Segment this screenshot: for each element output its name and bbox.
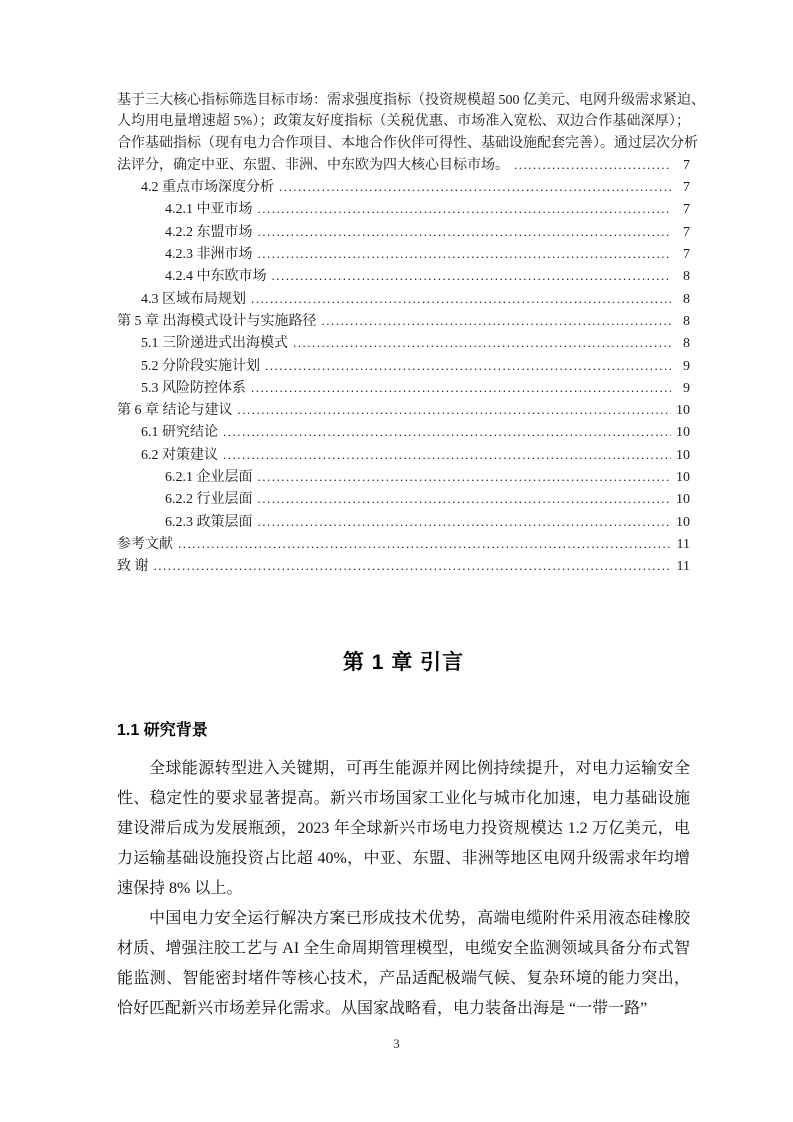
toc-page-number: 10: [676, 447, 690, 463]
toc-wrapped-last-line: [117, 154, 690, 176]
toc-entry-label: 第 6 章 结论与建议: [117, 403, 233, 419]
dot-leader: [279, 176, 671, 198]
toc-entry[interactable]: [117, 243, 690, 265]
dot-leader: [223, 444, 671, 466]
toc-entry-label: 4.2.1 中亚市场: [165, 202, 253, 218]
toc-page-number: 10: [676, 470, 690, 486]
footer-page-number: 3: [393, 1036, 400, 1051]
toc-entry-label: 4.2.3 非洲市场: [165, 247, 253, 263]
toc-page-number: 7: [683, 224, 690, 240]
toc-entry[interactable]: [117, 488, 690, 510]
toc-entry-label: 6.2.3 政策层面: [165, 514, 253, 530]
toc-entry[interactable]: [117, 444, 690, 466]
toc-entry[interactable]: [117, 533, 690, 555]
toc-entry-label: 6.2.1 企业层面: [165, 470, 253, 486]
toc-wrapped-line: 基于三大核心指标筛选目标市场：需求强度指标（投资规模超 500 亿美元、电网升级需求紧迫、: [117, 93, 705, 108]
toc-entry-label: 6.1 研究结论: [141, 425, 218, 441]
toc-entry-label: 参考文献: [117, 536, 173, 552]
chapter-heading: 第 1 章 引言: [342, 651, 465, 674]
dot-leader: [258, 488, 672, 510]
toc-page-number: 7: [683, 202, 690, 218]
dot-leader: [258, 198, 672, 220]
toc-entry-label: 致 谢: [117, 559, 149, 575]
toc-entry-label: 6.2.2 行业层面: [165, 492, 253, 508]
toc-page-number: 9: [683, 380, 690, 396]
toc-entry-label: 4.3 区域布局规划: [141, 291, 246, 307]
dot-leader: [265, 355, 671, 377]
toc-page-number: 7: [683, 180, 690, 196]
toc-entry-label: 6.2 对策建议: [141, 447, 218, 463]
toc-entry-label: 第 5 章 出海模式设计与实施路径: [117, 313, 317, 329]
toc-entry[interactable]: [117, 399, 690, 421]
dot-leader: [258, 221, 672, 243]
toc-page-number: 10: [676, 492, 690, 508]
toc-entry-label: 法评分，确定中亚、东盟、非洲、中东欧为四大核心目标市场。: [117, 157, 509, 173]
toc-entry[interactable]: [117, 332, 690, 354]
dot-leader: [258, 243, 672, 265]
toc-entry[interactable]: [117, 466, 690, 488]
table-of-contents: [117, 90, 705, 578]
dot-leader: [251, 288, 671, 310]
body-text: [117, 754, 690, 1024]
toc-entry[interactable]: [117, 265, 690, 287]
dot-leader: [258, 511, 672, 533]
toc-entry-label: 5.2 分阶段实施计划: [141, 358, 260, 374]
dot-leader: [238, 399, 672, 421]
dot-leader: [154, 555, 672, 577]
toc-entry[interactable]: [117, 555, 690, 577]
toc-entry-label: 5.3 风险防控体系: [141, 380, 246, 396]
toc-entry[interactable]: [117, 511, 690, 533]
toc-page-number: 11: [676, 536, 690, 552]
dot-leader: [322, 310, 672, 332]
toc-page-number: 11: [676, 559, 690, 575]
toc-page-number: 10: [676, 403, 690, 419]
toc-entry[interactable]: [117, 355, 690, 377]
body-paragraph: 全球能源转型进入关键期，可再生能源并网比例持续提升，对电力运输安全性、稳定性的要求显著提高。新兴市场国家工业化与城市化加速，电力基础设施建设滞后成为发展瓶颈，2023 年全球新兴市场电力投资规模达 1.2 万亿美元，电力运输基础设施投资占比超 40%，中亚、东盟、非洲等地区电网升级需求年均增速保持 8% 以上。: [117, 760, 690, 897]
toc-page-number: 7: [683, 157, 690, 173]
dot-leader: [178, 533, 671, 555]
toc-entry[interactable]: [117, 221, 690, 243]
dot-leader: [272, 265, 672, 287]
toc-entry[interactable]: [117, 198, 690, 220]
toc-entry[interactable]: [117, 421, 690, 443]
toc-page-number: 8: [683, 291, 690, 307]
toc-entry[interactable]: [117, 377, 690, 399]
dot-leader: [251, 377, 671, 399]
toc-wrapped-line: 合作基础指标（现有电力合作项目、本地合作伙伴可得性、基础设施配套完善）。通过层次分析: [117, 135, 698, 151]
toc-entry-label: 4.2 重点市场深度分析: [141, 180, 274, 196]
toc-page-number: 10: [676, 514, 690, 530]
toc-entry-label: 5.1 三阶递进式出海模式: [141, 336, 288, 352]
toc-entry-wrapped[interactable]: [117, 90, 705, 176]
toc-page-number: 10: [676, 425, 690, 441]
toc-page-number: 7: [683, 247, 690, 263]
toc-entry[interactable]: [117, 310, 690, 332]
toc-page-number: 8: [683, 336, 690, 352]
toc-wrapped-line: 人均用电量增速超 5%）；政策友好度指标（关税优惠、市场准入宽松、双边合作基础深厚）；: [117, 114, 690, 130]
dot-leader: [514, 154, 671, 176]
section-heading: 1.1 研究背景: [117, 722, 208, 739]
toc-entry[interactable]: [117, 176, 690, 198]
toc-page-number: 8: [683, 313, 690, 329]
toc-page-number: 8: [683, 269, 690, 285]
toc-page-number: 9: [683, 358, 690, 374]
body-paragraph: 中国电力安全运行解决方案已形成技术优势，高端电缆附件采用液态硅橡胶材质、增强注胶工艺与 AI 全生命周期管理模型，电缆安全监测领域具备分布式智能监测、智能密封堵件等核心技术，产品适配极端气候、复杂环境的能力突出，恰好匹配新兴市场差异化需求。从国家战略看，电力装备出海是 “一带一路”: [117, 910, 690, 1017]
toc-entry[interactable]: [117, 288, 690, 310]
dot-leader: [223, 421, 671, 443]
toc-entry-label: 4.2.2 东盟市场: [165, 224, 253, 240]
dot-leader: [258, 466, 672, 488]
dot-leader: [293, 332, 671, 354]
toc-entry-label: 4.2.4 中东欧市场: [165, 269, 267, 285]
